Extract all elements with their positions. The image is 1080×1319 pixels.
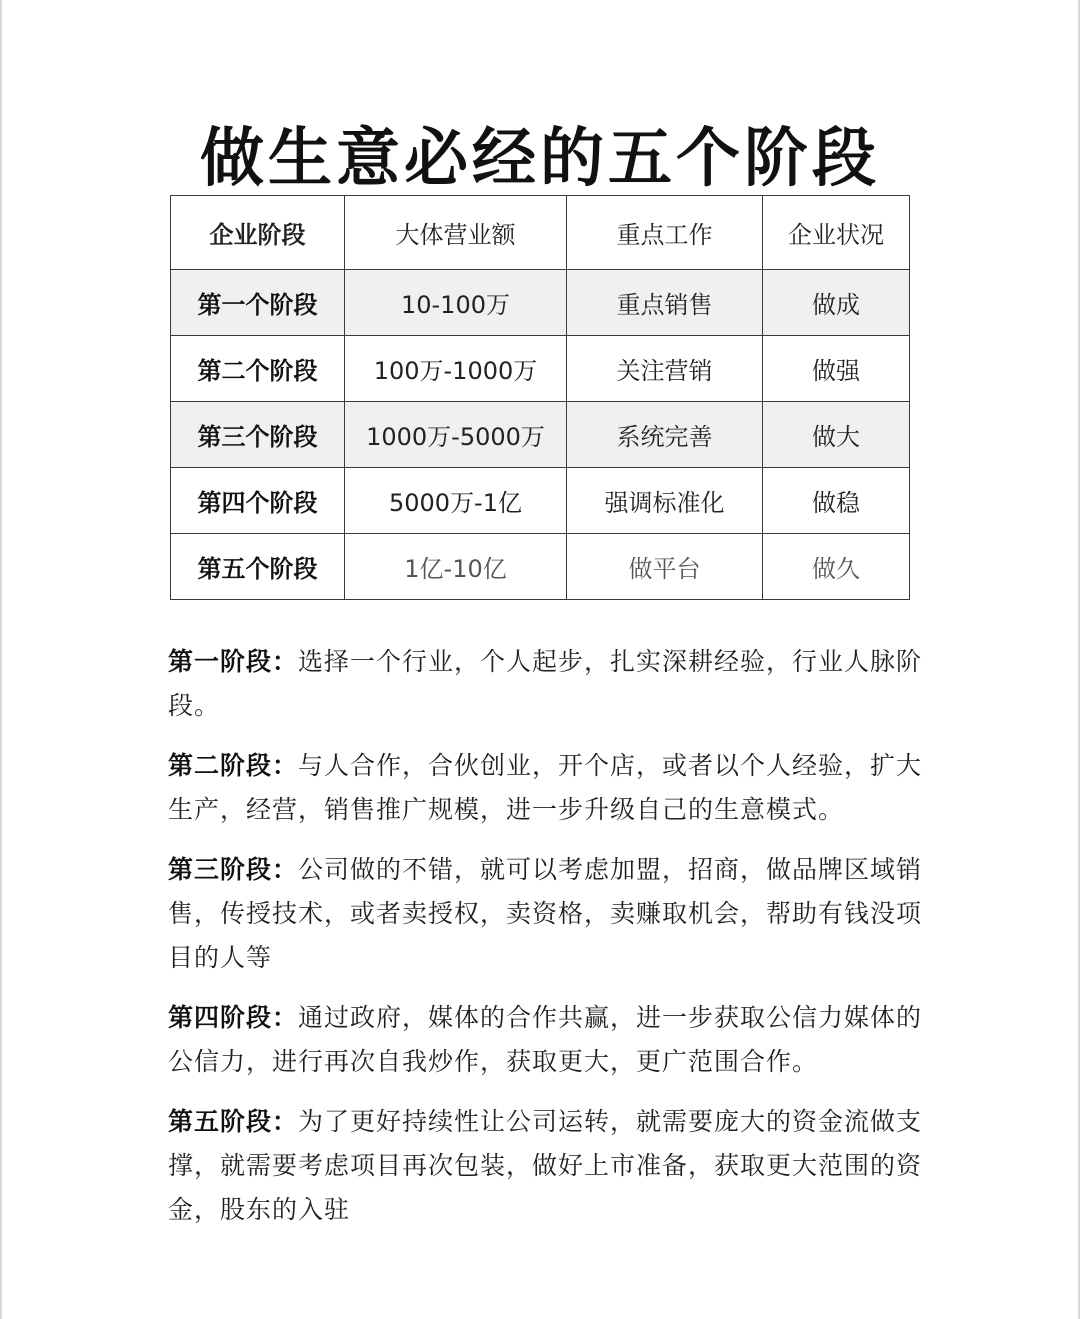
stage-description (168, 640, 938, 728)
cell-status: 做成 (763, 270, 910, 336)
page-title: 做生意必经的五个阶段 (200, 121, 880, 196)
stage-description-text: 与人合作，合伙创业，开个店，或者以个人经验，扩大生产，经营，销售推广规模，进一步升级自己的生意模式。 (168, 751, 923, 824)
header-stage: 企业阶段 (171, 196, 345, 270)
cell-revenue: 100万-1000万 (345, 336, 567, 402)
stage-description (168, 996, 938, 1084)
stage-description (168, 744, 938, 832)
table-row (171, 402, 910, 468)
cell-revenue: 1亿-10亿 (345, 534, 567, 600)
stage-description-label: 第五阶段： (168, 1107, 299, 1136)
cell-status: 做强 (763, 336, 910, 402)
cell-focus: 做平台 (567, 534, 763, 600)
cell-focus: 强调标准化 (567, 468, 763, 534)
cell-revenue: 1000万-5000万 (345, 402, 567, 468)
cell-stage: 第一个阶段 (171, 270, 345, 336)
stage-description-label: 第四阶段： (168, 1003, 299, 1032)
table-header-row (171, 196, 910, 270)
table-row (171, 270, 910, 336)
header-focus: 重点工作 (567, 196, 763, 270)
header-status: 企业状况 (763, 196, 910, 270)
table-row (171, 336, 910, 402)
table-row (171, 534, 910, 600)
header-revenue: 大体营业额 (345, 196, 567, 270)
stages-table (170, 195, 910, 600)
cell-revenue: 10-100万 (345, 270, 567, 336)
stage-description-label: 第一阶段： (168, 647, 299, 676)
cell-status: 做大 (763, 402, 910, 468)
stage-description-text: 为了更好持续性让公司运转，就需要庞大的资金流做支撑，就需要考虑项目再次包装，做好上市准备，获取更大范围的资金，股东的入驻 (168, 1107, 923, 1224)
cell-stage: 第五个阶段 (171, 534, 345, 600)
table-row (171, 468, 910, 534)
stage-description-text: 公司做的不错，就可以考虑加盟，招商，做品牌区域销售，传授技术，或者卖授权，卖资格，卖赚取机会，帮助有钱没项目的人等 (168, 855, 923, 972)
cell-focus: 重点销售 (567, 270, 763, 336)
stage-description (168, 848, 938, 980)
page-border-left (0, 0, 2, 1319)
cell-focus: 关注营销 (567, 336, 763, 402)
stage-descriptions (168, 640, 938, 1248)
cell-stage: 第四个阶段 (171, 468, 345, 534)
stage-description-text: 选择一个行业，个人起步，扎实深耕经验，行业人脉阶段。 (168, 647, 923, 720)
cell-revenue: 5000万-1亿 (345, 468, 567, 534)
cell-stage: 第二个阶段 (171, 336, 345, 402)
cell-status: 做稳 (763, 468, 910, 534)
stage-description (168, 1100, 938, 1232)
stage-description-label: 第三阶段： (168, 855, 299, 884)
stage-description-label: 第二阶段： (168, 751, 299, 780)
cell-status: 做久 (763, 534, 910, 600)
stage-description-text: 通过政府，媒体的合作共赢，进一步获取公信力媒体的公信力，进行再次自我炒作，获取更大，更广范围合作。 (168, 1003, 923, 1076)
cell-focus: 系统完善 (567, 402, 763, 468)
cell-stage: 第三个阶段 (171, 402, 345, 468)
